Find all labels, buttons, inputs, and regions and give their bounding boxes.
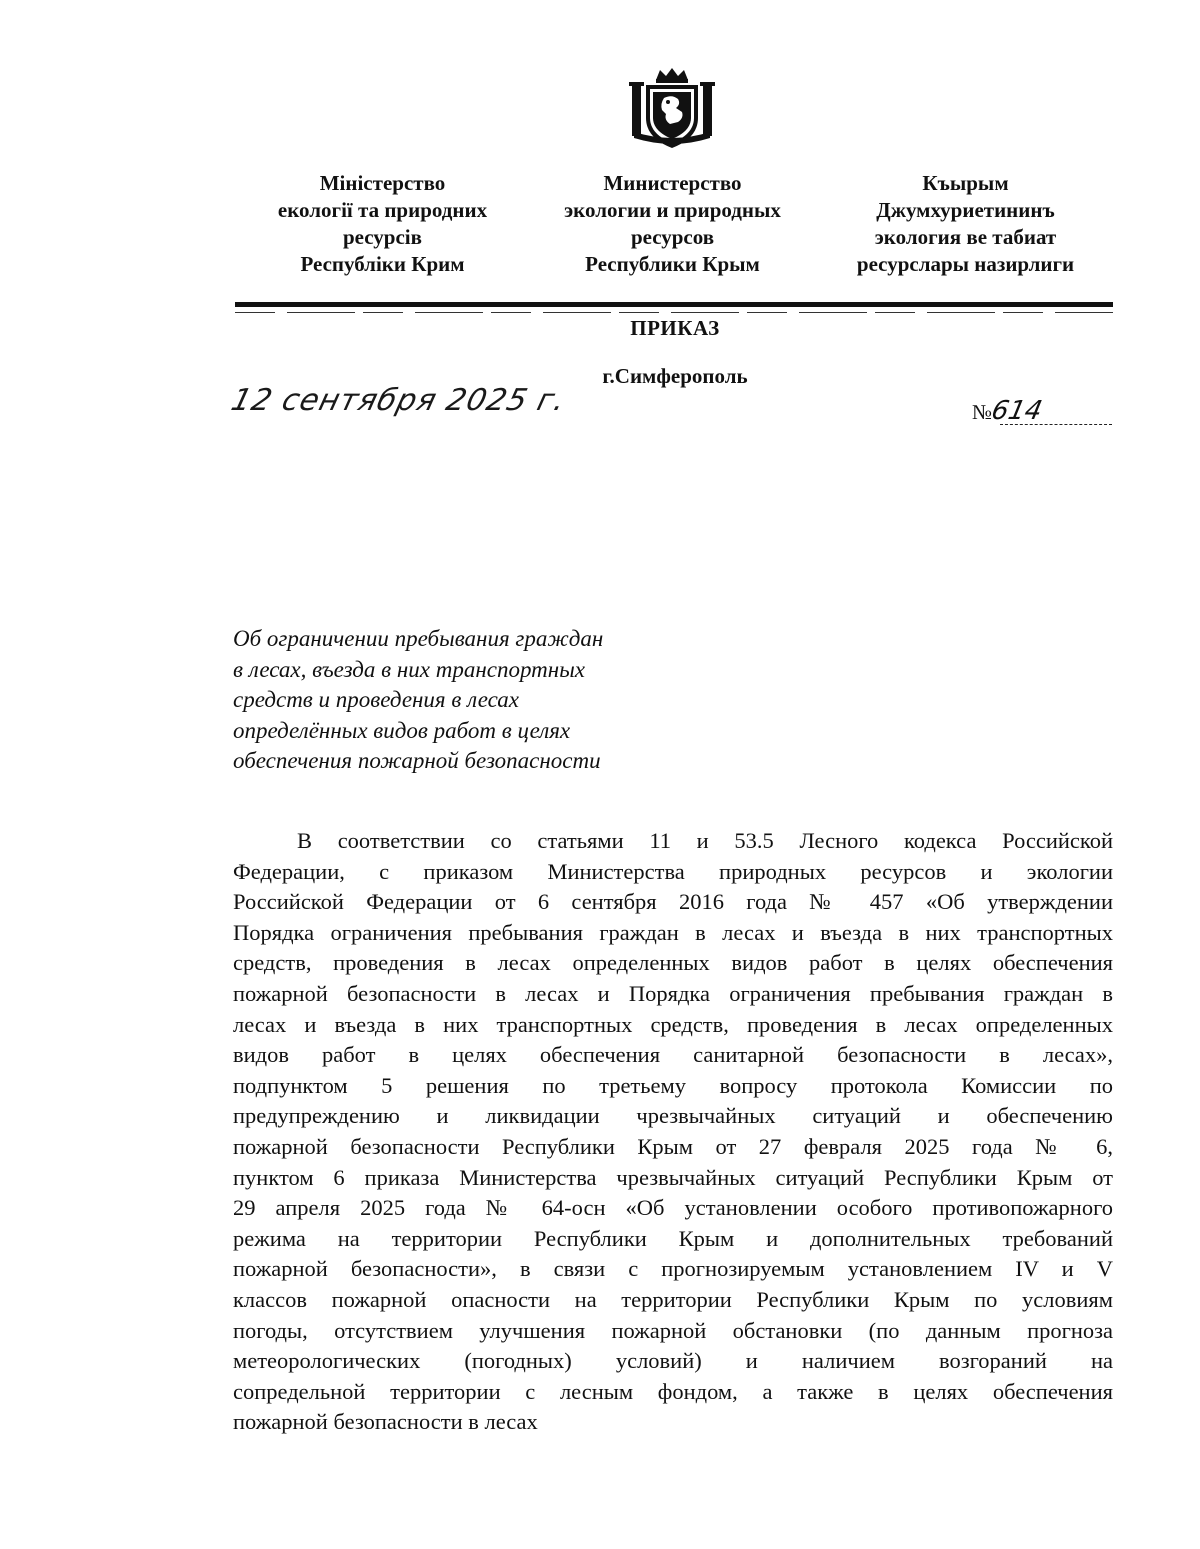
coat-of-arms-emblem	[626, 66, 718, 152]
ministry-name-crimean-tatar	[833, 170, 1098, 278]
body-line: пунктом 6 приказа Министерства чрезвычайных ситуаций Республики Крым от	[233, 1164, 1113, 1190]
document-city: г.Симферополь	[602, 364, 748, 388]
number-sign: №	[972, 400, 993, 424]
ministry-ct-line: Джумхуриетининъ	[876, 198, 1055, 222]
body-line: погоды, отсутствием улучшения пожарной обстановки (по данным прогноза	[233, 1317, 1113, 1343]
body-line: Федерации, с приказом Министерства природных ресурсов и экологии	[233, 858, 1113, 884]
body-line: средств, проведения в лесах определенных видов работ в целях обеспечения	[233, 950, 1113, 976]
body-line: сопредельной территории с лесным фондом, а также в целях обеспечения	[233, 1378, 1113, 1404]
body-line: пожарной безопасности», в связи с прогнозируемым установлением IV и V	[233, 1256, 1113, 1282]
ministry-ru-line: ресурсов	[630, 225, 715, 249]
number-underline	[1000, 424, 1112, 425]
body-line: 29 апреля 2025 года № 64-осн «Об установлении особого противопожарного	[233, 1195, 1113, 1221]
ministry-ct-line: ресурслары назирлиги	[856, 252, 1075, 276]
ministry-ru-line: Республики Крым	[585, 252, 760, 276]
document-type-title: ПРИКАЗ	[630, 316, 720, 340]
header-divider-thin	[235, 312, 1113, 313]
body-line: В соответствии со статьями 11 и 53.5 Лесного кодекса Российской	[297, 828, 1113, 853]
ministry-ua-line: Міністерство	[319, 171, 446, 195]
ministry-ua-line: ресурсів	[343, 225, 422, 249]
ministry-ct-line: экология ве табиат	[874, 225, 1057, 249]
subject-line: обеспечения пожарной безопасности	[233, 748, 601, 773]
body-line: пожарной безопасности в лесах	[233, 1409, 538, 1435]
ministry-ua-line: екології та природних	[277, 198, 488, 222]
ministry-ct-line: Къырым	[922, 171, 1009, 195]
body-line: Порядка ограничения пребывания граждан в лесах и въезда в них транспортных	[233, 919, 1113, 945]
body-line: классов пожарной опасности на территории Республики Крым по условиям	[233, 1286, 1113, 1312]
body-line: подпунктом 5 решения по третьему вопросу протокола Комиссии по	[233, 1072, 1113, 1098]
body-line: режима на территории Республики Крым и дополнительных требований	[233, 1225, 1113, 1251]
body-line: метеорологических (погодных) условий) и наличием возгораний на	[233, 1348, 1113, 1374]
body-line: предупреждению и ликвидации чрезвычайных ситуаций и обеспечению	[233, 1103, 1113, 1129]
ministry-ru-line: экологии и природных	[564, 198, 781, 222]
ministry-ua-line: Республіки Крим	[300, 252, 465, 276]
body-line: пожарной безопасности Республики Крым от 27 февраля 2025 года № 6,	[233, 1133, 1113, 1159]
subject-line: средств и проведения в лесах	[233, 687, 519, 712]
document-subject	[233, 624, 603, 777]
body-line: лесах и въезда в них транспортных средств, проведения в лесах определенных	[233, 1011, 1113, 1037]
body-line: пожарной безопасности в лесах и Порядка ограничения пребывания граждан в	[233, 980, 1113, 1006]
header-divider-thick	[235, 302, 1113, 307]
body-line: Российской Федерации от 6 сентября 2016 года № 457 «Об утверждении	[233, 889, 1113, 915]
body-line: видов работ в целях обеспечения санитарной безопасности в лесах»,	[233, 1042, 1113, 1068]
document-number	[972, 396, 1045, 426]
ministry-name-ukrainian	[250, 170, 515, 278]
handwritten-date: 12 сентября 2025 г.	[227, 383, 570, 418]
ministry-name-russian	[540, 170, 805, 278]
ministry-ru-line: Министерство	[603, 171, 742, 195]
handwritten-number: 614	[988, 396, 1045, 426]
subject-line: Об ограничении пребывания граждан	[233, 626, 604, 651]
subject-line: в лесах, въезда в них транспортных	[233, 656, 585, 682]
document-body-paragraph	[233, 826, 1113, 1438]
subject-line: определённых видов работ в целях	[233, 717, 571, 743]
